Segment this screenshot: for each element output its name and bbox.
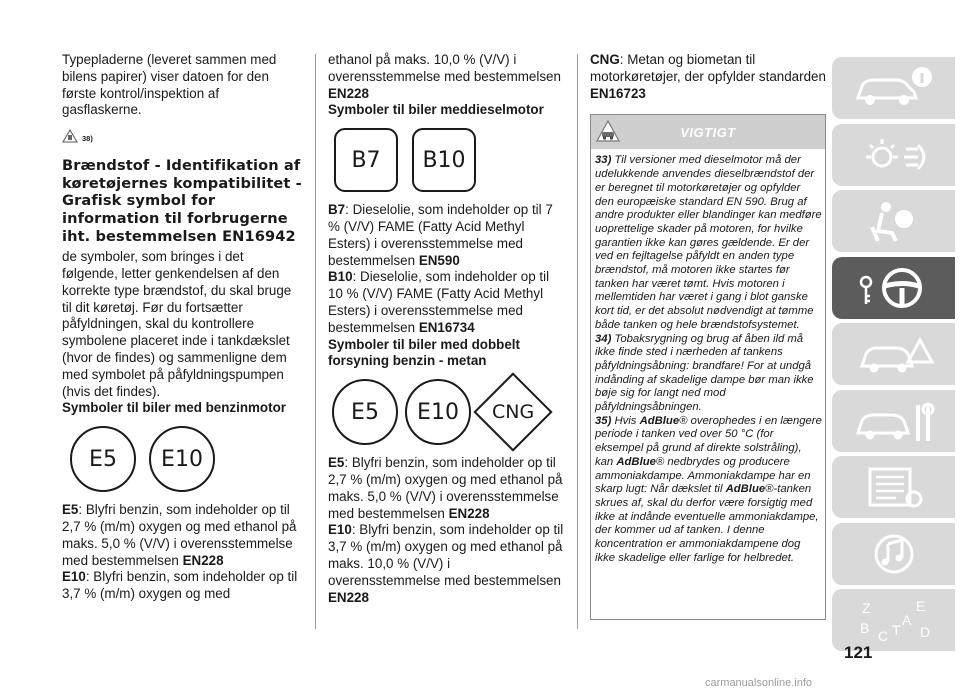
airbag-safety-icon	[852, 197, 936, 245]
intro-text: Typepladerne (leveret sammen med bilens papirer) viser datoen for den første kontrol/inspektion af gasflaskerne.	[62, 52, 277, 118]
section-heading: Brændstof - Identifikation af køretøjernes kompatibilitet - Grafisk symbol for information til forbrugerne iht. bestemmelsen EN16942	[62, 157, 302, 245]
watermark: carmanualsonline.info	[705, 677, 813, 689]
cng-badge: CNG	[473, 373, 552, 452]
tab-dashboard-lights[interactable]	[832, 124, 955, 186]
section-body: de symboler, som bringes i det følgende, letter genkendelsen af den korrekte type brændstof, du skal bruge til dit køretøj. Før du fortsætter påfyldningen, skal du kontrollere symbolene placeret inde i tankdækslet (hvor de findes) og sammenligne dem med symbolet på påfyldningspumpen (hvis det findes).	[62, 249, 292, 399]
warning-title: VIGTIGT	[680, 124, 736, 140]
note-34: 34) Tobaksrygning og brug af åben ild må ikke finde sted i nærheden af tankens påfyldningsåbning: brandfare! For at undgå indånding af skadelige dampe bør man ikke bøje sig for langt ned mod påfyldningsåbningen.	[595, 332, 814, 414]
e10-description: E10: Blyfri benzin, som indeholder op til 3,7 % (m/m) oxygen og med ethanol på maks. 10,0 % (V/V) i overensstemmelse med bestemmelsen EN228	[328, 522, 564, 605]
multimedia-icon	[852, 530, 936, 578]
fuel-pump-warning-icon	[62, 129, 78, 143]
cng-description: CNG: Metan og biometan til motorkøretøjer, der opfylder standarden EN16723	[590, 52, 826, 101]
petrol-heading: Symboler til biler med benzinmotor	[62, 400, 286, 416]
tab-maintenance[interactable]	[832, 390, 955, 452]
e5-badge: E5	[332, 379, 398, 445]
note-35: 35) Hvis AdBlue® overophedes i en længere periode i tanken ved over 50 °C (for eksempel på grund af direkte solstråling), kan AdBlue® nedbrydes og producere ammoniakdampe. Ammoniakdampe har en skarp lugt: Når dækslet til AdBlue®-tanken skrues af, skal du derfor være forsigtig med ikke at indånde eventuelle ammoniakdampe, der kommer ud af tanken. I denne koncentration er ammoniakdampene dog ikke skadelige eller farlige for helbredet.	[595, 414, 822, 564]
column-divider	[315, 54, 316, 629]
svg-text:T: T	[891, 622, 901, 638]
specifications-list-icon	[852, 463, 936, 511]
e5-description: E5: Blyfri benzin, som indeholder op til 2,7 % (m/m) oxygen og med ethanol på maks. 5,0 % (V/V) i overensstemmelse med bestemmelsen EN228	[62, 502, 297, 568]
chapter-sidebar	[832, 57, 955, 656]
page-number: 121	[844, 643, 873, 662]
car-tools-icon	[852, 397, 936, 445]
e10-badge: E10	[149, 426, 215, 492]
column-3	[590, 52, 828, 620]
svg-text:D: D	[919, 624, 930, 640]
warning-box	[590, 114, 826, 620]
b10-description: B10: Dieselolie, som indeholder op til 10 % (V/V) FAME (Fatty Acid Methyl Esters) i overensstemmelse med bestemmelsen EN16734	[328, 269, 550, 335]
b10-badge: B10	[412, 128, 476, 192]
dashboard-lights-icon	[852, 131, 936, 179]
car-warning-icon	[852, 330, 936, 378]
tab-multimedia[interactable]	[832, 523, 955, 585]
diesel-badges	[334, 128, 564, 192]
steering-wheel-key-icon	[852, 264, 936, 312]
alphabetical-index-icon	[852, 595, 936, 645]
note-ref-number: 38)	[82, 134, 93, 144]
e5-description: E5: Blyfri benzin, som indeholder op til 2,7 % (m/m) oxygen og med ethanol på maks. 5,0 % (V/V) i overensstemmelse med bestemmelsen EN228	[328, 455, 563, 521]
tab-car-info[interactable]	[832, 57, 955, 119]
tab-emergency[interactable]	[832, 323, 955, 385]
svg-text:A: A	[901, 612, 911, 628]
note-reference	[62, 123, 302, 143]
car-fuel-warning-icon	[595, 119, 621, 145]
tab-starting-driving[interactable]	[832, 257, 955, 319]
diesel-heading: Symboler til biler meddieselmotor	[328, 102, 544, 118]
column-2	[328, 52, 564, 606]
warning-body	[591, 149, 825, 565]
warning-header	[591, 115, 825, 149]
svg-text:Z: Z	[861, 600, 871, 616]
note-33: 33) Til versioner med dieselmotor må der udelukkende anvendes dieselbrændstof der er beregnet til motorkøretøjer og opfylder den europæiske standard EN 590. Brug af andre produkter eller blandinger kan medføre uoprettelige skader på motoren, for hvilke garantien ikke kan gøres gældende. Er der ved en fejltagelse påfyldt en anden type brændstof, må motoren ikke startes før tanken har været tømt. Hvis motoren i mellemtiden har været i gang i blot ganske kort tid, er det absolut nødvendigt at tømme både tanken og hele brændstofsystemet.	[595, 154, 822, 331]
svg-text:E: E	[915, 598, 925, 614]
e10-badge: E10	[405, 379, 471, 445]
tab-specifications[interactable]	[832, 456, 955, 518]
car-info-icon	[852, 64, 936, 112]
e5-badge: E5	[70, 426, 136, 492]
b7-badge: B7	[334, 128, 398, 192]
column-divider	[577, 54, 578, 629]
svg-text:C: C	[877, 628, 888, 644]
b7-description: B7: Dieselolie, som indeholder op til 7 % (V/V) FAME (Fatty Acid Methyl Esters) i overensstemmelse med bestemmelsen EN590	[328, 202, 553, 268]
dual-fuel-badges	[332, 379, 564, 445]
column-1	[62, 52, 302, 603]
tab-airbag-safety[interactable]	[832, 190, 955, 252]
e10-description: E10: Blyfri benzin, som indeholder op til 3,7 % (m/m) oxygen og med	[62, 569, 298, 602]
tab-index[interactable]	[832, 589, 955, 651]
e10-continued: ethanol på maks. 10,0 % (V/V) i overensstemmelse med bestemmelsen EN228	[328, 52, 561, 101]
svg-text:B: B	[859, 620, 869, 636]
petrol-badges	[70, 426, 302, 492]
dual-fuel-heading: Symboler til biler med dobbelt forsyning benzin - metan	[328, 336, 520, 369]
